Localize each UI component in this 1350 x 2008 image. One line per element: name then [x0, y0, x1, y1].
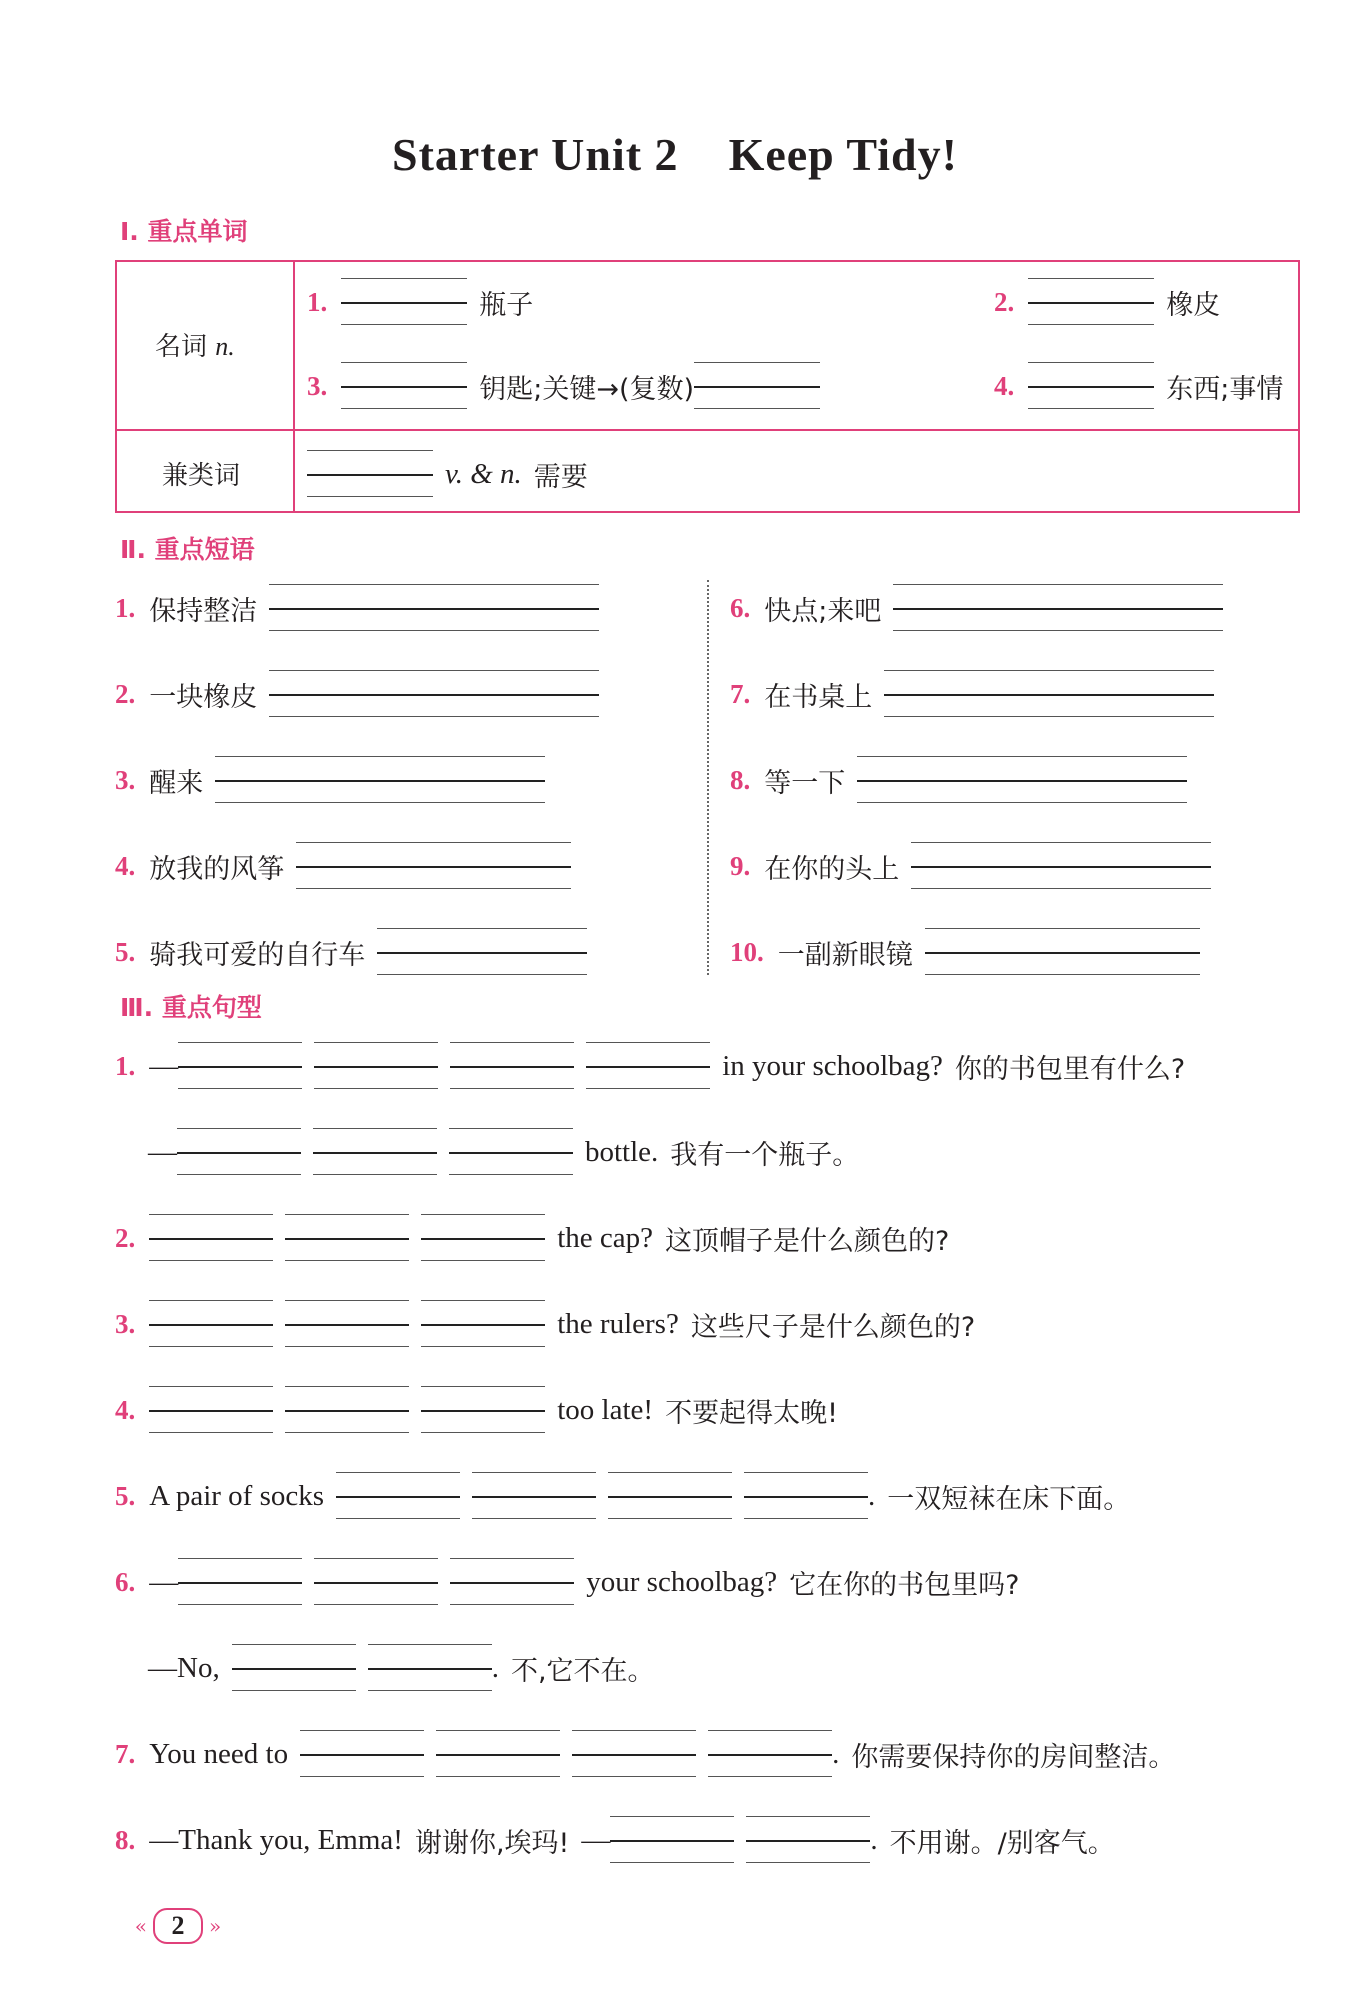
- vocab-multi-item: v. & n. 需要: [307, 444, 588, 504]
- sentence-2: 2. the cap? 这顶帽子是什么颜色的?: [115, 1208, 949, 1268]
- phrase-item-7: 7. 在书桌上: [730, 664, 1214, 724]
- phrase-item-3: 3. 醒来: [115, 750, 545, 810]
- unit-label: Starter Unit 2: [392, 129, 679, 180]
- phrase-item-6: 6. 快点;来吧: [730, 578, 1223, 638]
- answer-blank[interactable]: [341, 356, 467, 416]
- answer-blank[interactable]: [744, 1466, 868, 1526]
- phrase-item-2: 2. 一块橡皮: [115, 664, 599, 724]
- answer-blank[interactable]: [450, 1036, 574, 1096]
- section-2-heading: Ⅱ. 重点短语: [120, 535, 255, 564]
- phrase-item-9: 9. 在你的头上: [730, 836, 1211, 896]
- answer-blank[interactable]: [608, 1466, 732, 1526]
- answer-blank[interactable]: [421, 1294, 545, 1354]
- answer-blank[interactable]: [1028, 356, 1154, 416]
- sentence-8: 8. —Thank you, Emma! 谢谢你,埃玛! — . 不用谢。/别客气。: [115, 1810, 1115, 1870]
- answer-blank[interactable]: [694, 356, 820, 416]
- phrase-item-4: 4. 放我的风筝: [115, 836, 571, 896]
- answer-blank[interactable]: [857, 750, 1187, 810]
- answer-blank[interactable]: [586, 1036, 710, 1096]
- answer-blank[interactable]: [300, 1724, 424, 1784]
- answer-blank[interactable]: [232, 1638, 356, 1698]
- answer-blank[interactable]: [215, 750, 545, 810]
- answer-blank[interactable]: [925, 922, 1200, 982]
- sentence-1b: — bottle. 我有一个瓶子。: [148, 1122, 859, 1182]
- sentence-7: 7. You need to . 你需要保持你的房间整洁。: [115, 1724, 1175, 1784]
- answer-blank[interactable]: [449, 1122, 573, 1182]
- answer-blank[interactable]: [421, 1380, 545, 1440]
- right-ornament-icon: »: [209, 1914, 222, 1938]
- page-number-badge: [118, 1906, 238, 1946]
- page-title: [0, 128, 1350, 181]
- section-1-heading: Ⅰ. 重点单词: [120, 217, 248, 246]
- answer-blank[interactable]: [285, 1294, 409, 1354]
- answer-blank[interactable]: [421, 1208, 545, 1268]
- answer-blank[interactable]: [746, 1810, 870, 1870]
- phrase-item-8: 8. 等一下: [730, 750, 1187, 810]
- answer-blank[interactable]: [884, 664, 1214, 724]
- left-ornament-icon: «: [134, 1914, 147, 1938]
- answer-blank[interactable]: [472, 1466, 596, 1526]
- answer-blank[interactable]: [177, 1122, 301, 1182]
- answer-blank[interactable]: [178, 1552, 302, 1612]
- answer-blank[interactable]: [572, 1724, 696, 1784]
- vocab-item-4: 4. 东西;事情: [994, 356, 1283, 416]
- vocab-item-1: 1. 瓶子: [307, 272, 533, 332]
- vocab-item-3: 3. 钥匙;关键→(复数): [307, 356, 820, 416]
- sentence-4: 4. too late! 不要起得太晚!: [115, 1380, 838, 1440]
- answer-blank[interactable]: [149, 1208, 273, 1268]
- answer-blank[interactable]: [368, 1638, 492, 1698]
- sentence-6b: —No, . 不,它不在。: [148, 1638, 655, 1698]
- sentence-1a: 1. — in your schoolbag? 你的书包里有什么?: [115, 1036, 1185, 1096]
- phrase-item-10: 10. 一副新眼镜: [730, 922, 1200, 982]
- answer-blank[interactable]: [1028, 272, 1154, 332]
- answer-blank[interactable]: [911, 836, 1211, 896]
- answer-blank[interactable]: [307, 444, 433, 504]
- phrase-item-5: 5. 骑我可爱的自行车: [115, 922, 587, 982]
- answer-blank[interactable]: [314, 1552, 438, 1612]
- answer-blank[interactable]: [436, 1724, 560, 1784]
- answer-blank[interactable]: [313, 1122, 437, 1182]
- page-number: 2: [153, 1908, 203, 1944]
- noun-label: 名词 n.: [155, 332, 235, 362]
- section-3-heading: Ⅲ. 重点句型: [120, 993, 262, 1022]
- unit-name: Keep Tidy!: [728, 129, 958, 180]
- column-divider: [707, 580, 709, 975]
- phrase-item-1: 1. 保持整洁: [115, 578, 599, 638]
- answer-blank[interactable]: [296, 836, 571, 896]
- answer-blank[interactable]: [336, 1466, 460, 1526]
- sentence-5: 5. A pair of socks . 一双短袜在床下面。: [115, 1466, 1130, 1526]
- answer-blank[interactable]: [178, 1036, 302, 1096]
- answer-blank[interactable]: [341, 272, 467, 332]
- sentence-3: 3. the rulers? 这些尺子是什么颜色的?: [115, 1294, 975, 1354]
- sentence-6a: 6. — your schoolbag? 它在你的书包里吗?: [115, 1552, 1019, 1612]
- answer-blank[interactable]: [314, 1036, 438, 1096]
- answer-blank[interactable]: [149, 1294, 273, 1354]
- vocab-item-2: 2. 橡皮: [994, 272, 1220, 332]
- answer-blank[interactable]: [269, 578, 599, 638]
- answer-blank[interactable]: [149, 1380, 273, 1440]
- answer-blank[interactable]: [285, 1208, 409, 1268]
- answer-blank[interactable]: [708, 1724, 832, 1784]
- answer-blank[interactable]: [269, 664, 599, 724]
- answer-blank[interactable]: [610, 1810, 734, 1870]
- answer-blank[interactable]: [377, 922, 587, 982]
- answer-blank[interactable]: [450, 1552, 574, 1612]
- multi-class-label: 兼类词: [162, 461, 241, 491]
- answer-blank[interactable]: [893, 578, 1223, 638]
- answer-blank[interactable]: [285, 1380, 409, 1440]
